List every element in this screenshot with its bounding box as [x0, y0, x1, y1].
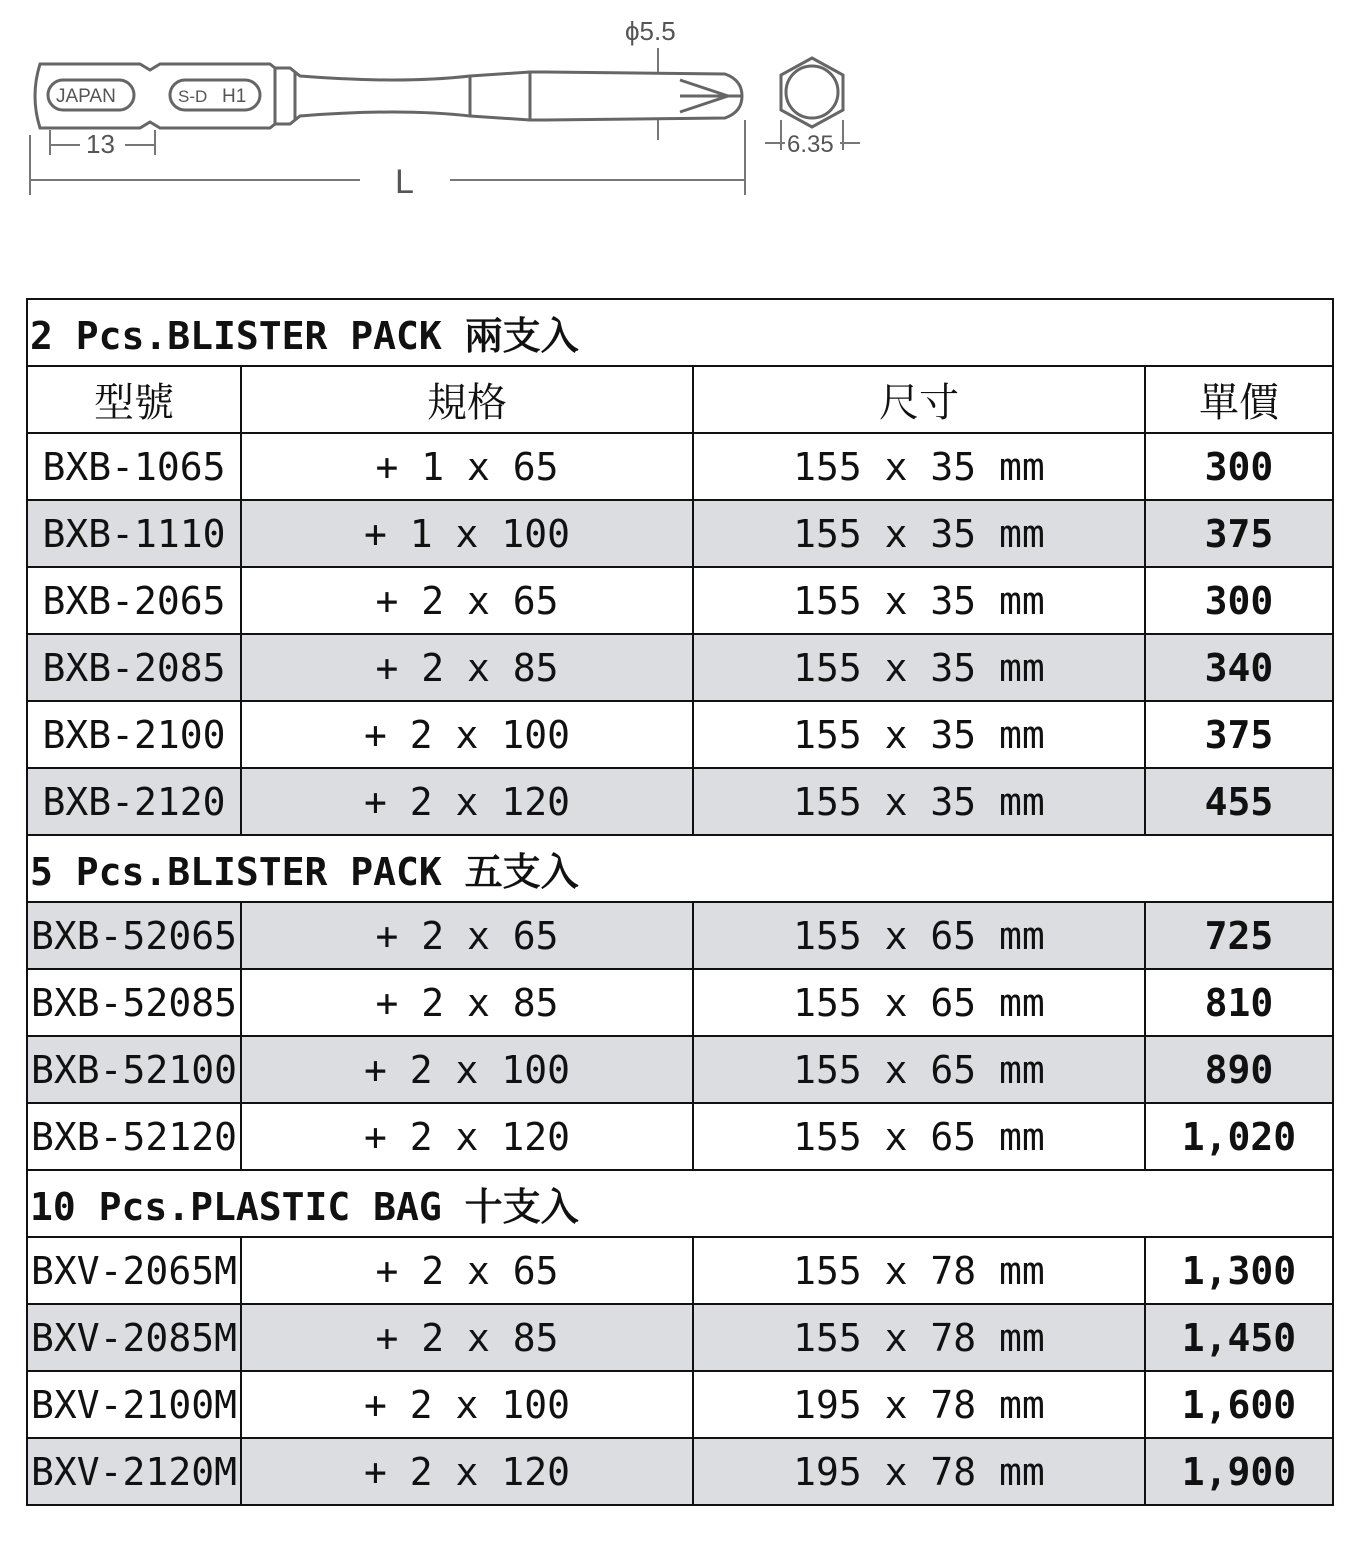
table-row — [27, 1237, 1333, 1304]
model-cell: BXB-2085 — [27, 634, 241, 701]
size-cell: 155 x 35 mm — [693, 701, 1145, 768]
spec-cell: + 2 x 100 — [241, 701, 693, 768]
model-cell: BXB-2120 — [27, 768, 241, 835]
spec-cell: + 2 x 100 — [241, 1036, 693, 1103]
price-cell: 1,900 — [1145, 1438, 1333, 1505]
price-cell: 300 — [1145, 433, 1333, 500]
price-cell: 810 — [1145, 969, 1333, 1036]
spec-cell: + 2 x 65 — [241, 902, 693, 969]
size-cell: 155 x 35 mm — [693, 433, 1145, 500]
diameter-label: ϕ5.5 — [625, 16, 676, 46]
model-cell: BXB-52100 — [27, 1036, 241, 1103]
model-cell: BXV-2065M — [27, 1237, 241, 1304]
bit-technical-drawing — [0, 0, 880, 230]
price-cell: 1,020 — [1145, 1103, 1333, 1170]
table-row — [27, 768, 1333, 835]
price-cell: 340 — [1145, 634, 1333, 701]
table-row — [27, 1304, 1333, 1371]
spec-cell: + 2 x 100 — [241, 1371, 693, 1438]
spec-cell: + 2 x 65 — [241, 1237, 693, 1304]
size-cell: 155 x 35 mm — [693, 567, 1145, 634]
size-cell: 155 x 65 mm — [693, 1036, 1145, 1103]
model-cell: BXB-2065 — [27, 567, 241, 634]
table-row — [27, 1036, 1333, 1103]
table-row — [27, 500, 1333, 567]
table-row — [27, 567, 1333, 634]
spec-cell: + 2 x 120 — [241, 1103, 693, 1170]
price-cell: 300 — [1145, 567, 1333, 634]
table-row — [27, 1438, 1333, 1505]
size-cell: 155 x 35 mm — [693, 500, 1145, 567]
model-cell: BXB-52065 — [27, 902, 241, 969]
spec-cell: + 1 x 100 — [241, 500, 693, 567]
table-row — [27, 902, 1333, 969]
table-row — [27, 1371, 1333, 1438]
size-cell: 195 x 78 mm — [693, 1438, 1145, 1505]
price-cell: 1,300 — [1145, 1237, 1333, 1304]
spec-cell: + 2 x 85 — [241, 969, 693, 1036]
section-title: 2 Pcs.BLISTER PACK 兩支入 — [27, 299, 1333, 366]
size-cell: 155 x 35 mm — [693, 634, 1145, 701]
price-cell: 455 — [1145, 768, 1333, 835]
model-cell: BXB-1065 — [27, 433, 241, 500]
price-cell: 890 — [1145, 1036, 1333, 1103]
spec-cell: + 2 x 85 — [241, 1304, 693, 1371]
size-cell: 155 x 65 mm — [693, 1103, 1145, 1170]
table-row — [27, 969, 1333, 1036]
table-row — [27, 1103, 1333, 1170]
section-title: 10 Pcs.PLASTIC BAG 十支入 — [27, 1170, 1333, 1237]
table-row — [27, 701, 1333, 768]
size-cell: 155 x 65 mm — [693, 902, 1145, 969]
spec-cell: + 2 x 85 — [241, 634, 693, 701]
col-header-spec: 規格 — [241, 366, 693, 433]
total-length-label: L — [395, 163, 414, 201]
model-cell: BXV-2100M — [27, 1371, 241, 1438]
table-row — [27, 634, 1333, 701]
size-cell: 195 x 78 mm — [693, 1371, 1145, 1438]
col-header-price: 單價 — [1145, 366, 1333, 433]
model-cell: BXB-52085 — [27, 969, 241, 1036]
spec-cell: + 2 x 65 — [241, 567, 693, 634]
hex-length-label: 13 — [86, 129, 115, 159]
model-cell: BXV-2085M — [27, 1304, 241, 1371]
section-header — [27, 299, 1333, 366]
size-cell: 155 x 78 mm — [693, 1304, 1145, 1371]
price-cell: 1,600 — [1145, 1371, 1333, 1438]
spec-cell: + 2 x 120 — [241, 768, 693, 835]
size-cell: 155 x 65 mm — [693, 969, 1145, 1036]
spec-cell: + 1 x 65 — [241, 433, 693, 500]
model-cell: BXB-52120 — [27, 1103, 241, 1170]
col-header-model: 型號 — [27, 366, 241, 433]
spec-cell: + 2 x 120 — [241, 1438, 693, 1505]
size-cell: 155 x 78 mm — [693, 1237, 1145, 1304]
section-title: 5 Pcs.BLISTER PACK 五支入 — [27, 835, 1333, 902]
hex-width-label: 6.35 — [787, 131, 834, 158]
marking-text: H1 — [222, 86, 247, 107]
model-cell: BXB-1110 — [27, 500, 241, 567]
table-row — [27, 433, 1333, 500]
size-cell: 155 x 35 mm — [693, 768, 1145, 835]
section-header — [27, 1170, 1333, 1237]
column-header-row — [27, 366, 1333, 433]
price-cell: 375 — [1145, 701, 1333, 768]
col-header-size: 尺寸 — [693, 366, 1145, 433]
price-cell: 375 — [1145, 500, 1333, 567]
japan-stamp: JAPAN — [56, 86, 116, 107]
model-cell: BXB-2100 — [27, 701, 241, 768]
price-cell: 1,450 — [1145, 1304, 1333, 1371]
brand-logo: S-D — [178, 87, 208, 106]
section-header — [27, 835, 1333, 902]
price-table — [26, 298, 1334, 1506]
price-cell: 725 — [1145, 902, 1333, 969]
model-cell: BXV-2120M — [27, 1438, 241, 1505]
